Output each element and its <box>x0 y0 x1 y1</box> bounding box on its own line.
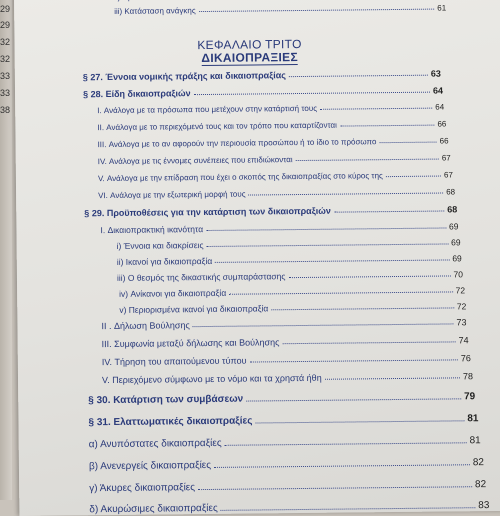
toc-entry-page: 68 <box>447 204 458 215</box>
toc-entry-text: II. Ανάλογα με το περιεχόμενό τους και τον τρόπο που καταρτίζονται <box>97 120 337 133</box>
toc-entry-text: I. Ανάλογα με τα πρόσωπα που μετέχουν στην κατάρτισή τους <box>97 103 318 116</box>
toc-entry-text: I. Δικαιοπρακτική ικανότητα <box>100 224 204 236</box>
toc-entry <box>101 317 466 331</box>
toc-entry-page: 66 <box>439 136 449 146</box>
toc-entry <box>117 269 463 283</box>
toc-entry <box>114 3 446 15</box>
leader-dots <box>325 377 460 379</box>
toc-entry-text: § 30. Κατάρτιση των συμβάσεων <box>88 393 244 407</box>
toc-entry <box>97 119 446 132</box>
toc-entry-text: β) Ανενεργείς δικαιοπραξίες <box>88 459 212 473</box>
toc-entry-text: i) Έννοια και διακρίσεις <box>116 240 204 251</box>
toc-entry-page: 70 <box>453 269 463 280</box>
margin-number: 29 <box>0 20 11 30</box>
toc-entry-page: 81 <box>467 413 479 425</box>
toc-entry-page: 69 <box>448 221 459 232</box>
toc-entry-text: δ) Ακυρώσιμες δικαιοπραξίες <box>89 502 218 516</box>
leader-dots <box>379 142 436 144</box>
toc-entry <box>84 204 457 218</box>
leader-dots <box>215 259 449 262</box>
leader-dots <box>282 341 455 344</box>
toc-entry-page: 81 <box>469 435 481 447</box>
toc-entry-text: III. Συμφωνία μεταξύ δήλωσης και Βούλησης <box>101 337 280 350</box>
leader-dots <box>288 275 450 278</box>
toc-entry-text <box>114 0 145 2</box>
leader-dots <box>199 9 435 12</box>
toc-entry-page: 83 <box>478 500 490 512</box>
toc-entry <box>89 479 486 494</box>
toc-entry-text: § 27. Έννοια νομικής πράξης και δικαιοπραξίας <box>82 70 286 83</box>
adjacent-page-edge <box>0 0 12 500</box>
margin-number: 33 <box>0 71 11 81</box>
toc-entry <box>97 103 444 116</box>
toc-entry-text: § 31. Ελαττωματικές δικαιοπραξίες <box>88 415 253 429</box>
margin-number: 29 <box>0 4 11 14</box>
leader-dots <box>289 75 428 77</box>
margin-number: 32 <box>0 37 11 47</box>
toc-entry-text: II . Δήλωση Βούλησης <box>101 320 190 332</box>
leader-dots <box>271 307 454 310</box>
leader-dots <box>193 323 454 327</box>
leader-dots <box>386 176 441 178</box>
toc-entry-page: 74 <box>458 335 469 346</box>
toc-entry-page: 66 <box>437 119 447 129</box>
chapter-title: ΚΕΦΑΛΑΙΟ ΤΡΙΤΟ <box>197 36 302 53</box>
toc-entry-text: V. Ανάλογα με την επίδραση που έχει ο σκοπός της δικαιοπραξίας στο κύρος της <box>97 171 383 184</box>
toc-entry-page: 82 <box>472 457 484 469</box>
toc-entry-text: iii) Ο θεσμός της δικαστικής συμπαράστασης <box>116 271 286 283</box>
leader-dots <box>340 125 435 127</box>
leader-dots <box>221 507 475 511</box>
toc-entry-page: 61 <box>437 3 447 13</box>
leader-dots <box>206 227 446 231</box>
leader-dots <box>255 420 464 423</box>
toc-entry <box>117 237 461 251</box>
leader-dots <box>214 464 470 468</box>
toc-entry <box>100 221 458 235</box>
toc-entry-text: IV. Τήρηση του απαιτούμενου τύπου <box>101 355 247 368</box>
toc-entry-page: 69 <box>452 253 462 264</box>
toc-entry-page: 67 <box>441 153 451 163</box>
toc-entry <box>89 435 481 450</box>
toc-entry-text: iii) Κατάσταση ανάγκης <box>114 6 196 16</box>
toc-entry-page: 63 <box>430 68 441 79</box>
toc-entry <box>102 371 473 385</box>
toc-entry <box>119 301 466 315</box>
leader-dots <box>207 243 449 247</box>
leader-dots <box>194 92 430 95</box>
toc-entry-text: VI. Ανάλογα με την εξωτερική μορφή τους <box>98 189 246 201</box>
toc-entry <box>102 353 471 367</box>
chapter-subtitle-text: ΔΙΚΑΙΟΠΡΑΞΙΕΣ <box>201 50 299 66</box>
toc-entry-text: § 28. Είδη δικαιοπραξιών <box>82 88 191 100</box>
toc-entry-page: 69 <box>451 237 461 248</box>
toc-entry-page: 76 <box>460 353 471 364</box>
toc-entry <box>98 153 451 166</box>
leader-dots <box>334 211 444 213</box>
toc-entry-page: 78 <box>462 371 474 382</box>
toc-entry-text: IV. Ανάλογα με τις έννομες συνέπειες που επιδιώκονται <box>97 155 293 167</box>
margin-number: 32 <box>0 54 11 64</box>
toc-entry-page: 79 <box>464 391 476 403</box>
toc-entry-text: III. Ανάλογα με το αν αφορούν την περιουσία προσώπου ή το ίδιο το πρόσωπο <box>97 137 377 150</box>
toc-entry-page: 72 <box>456 301 467 312</box>
toc-entry-page: 67 <box>443 170 453 180</box>
toc-entry-page: 64 <box>432 85 444 96</box>
toc-entry <box>117 253 462 267</box>
leader-dots <box>249 193 444 196</box>
toc-entry <box>98 170 453 183</box>
toc-entry-page: 73 <box>456 317 467 328</box>
leader-dots <box>229 291 452 294</box>
toc-entry <box>83 69 441 83</box>
toc-entry-text: § 29. Προϋποθέσεις για την κατάρτιση των δικαιοπραξιών <box>84 205 331 219</box>
leader-dots <box>225 442 467 446</box>
toc-entry <box>88 391 475 406</box>
toc-entry-page: 82 <box>474 479 487 491</box>
toc-entry <box>98 187 455 200</box>
toc-entry <box>119 285 465 299</box>
toc-entry <box>83 86 443 100</box>
toc-entry <box>102 335 469 349</box>
leader-dots <box>296 159 439 161</box>
leader-dots <box>320 108 432 110</box>
leader-dots <box>246 398 461 401</box>
margin-number: 33 <box>0 88 11 98</box>
toc-entry <box>98 136 449 149</box>
toc-entry <box>88 413 478 428</box>
margin-number: 38 <box>0 105 11 115</box>
toc-entry-text: v) Περιορισμένα ικανοί για δικαιοπραξία <box>119 303 269 315</box>
toc-entry-page: 68 <box>446 187 456 197</box>
toc-entry-text: γ) Άκυρες δικαιοπραξίες <box>89 482 196 495</box>
toc-entry-text: α) Ανυπόστατες δικαιοπραξίες <box>88 437 222 451</box>
toc-entry <box>89 500 489 515</box>
toc-entry-text: ii) Ικανοί για δικαιοπραξία <box>116 255 213 267</box>
toc-entry <box>114 0 446 2</box>
toc-entry <box>89 457 484 472</box>
leader-dots <box>250 359 458 362</box>
toc-entry-page: 64 <box>435 102 445 112</box>
book-page <box>14 0 500 516</box>
toc-entry-text: iv) Ανίκανοι για δικαιοπραξία <box>119 287 227 299</box>
toc-entry-text: V. Περιεχόμενο σύμφωνο με το νόμο και τα χρηστά ήθη <box>101 372 322 386</box>
toc-entry-page: 72 <box>455 285 466 296</box>
leader-dots <box>198 486 472 490</box>
